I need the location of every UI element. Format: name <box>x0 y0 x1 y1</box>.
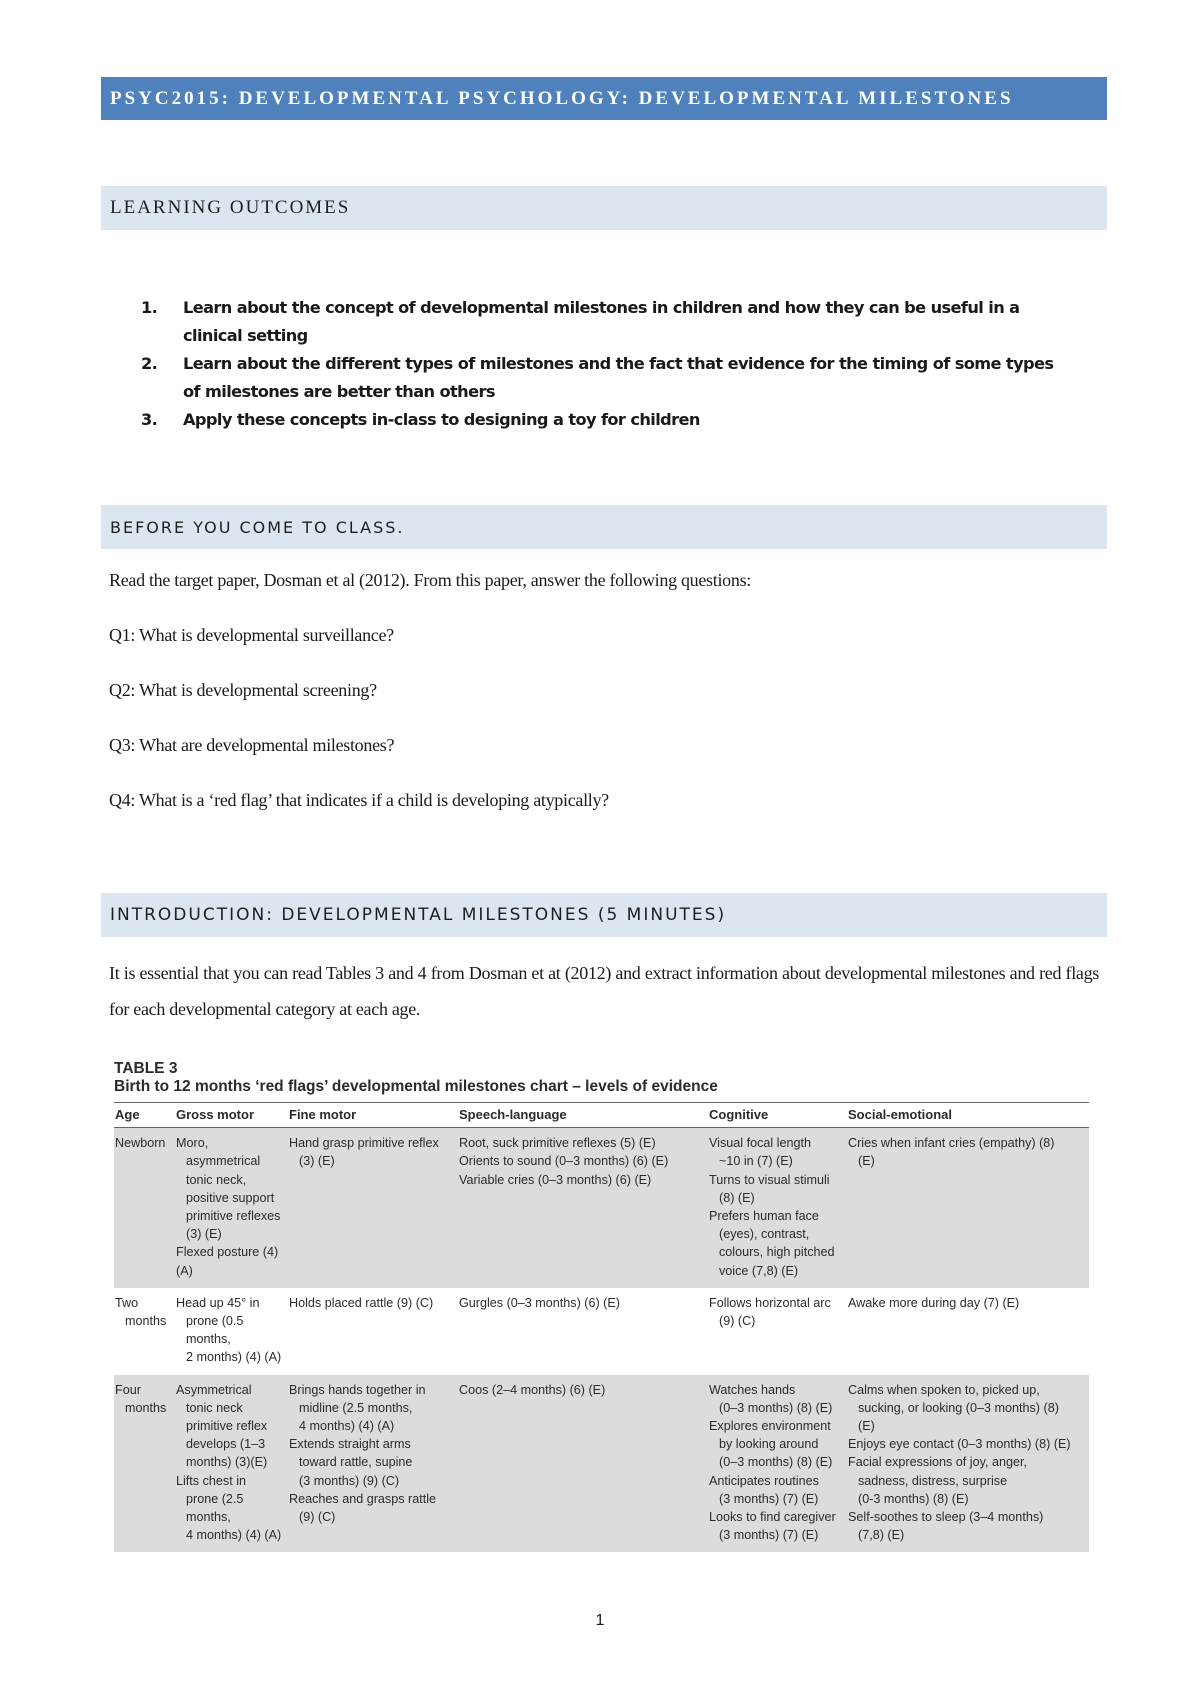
cell-text: months) (3)(E) <box>186 1455 268 1470</box>
table-caption: TABLE 3 <box>114 1060 178 1077</box>
cell-text: months, <box>186 1510 231 1525</box>
cell-text: 4 months) (4) (A) <box>186 1528 282 1543</box>
column-header: Fine motor <box>288 1103 458 1128</box>
table-cell-age <box>114 1128 175 1288</box>
cell-text: primitive reflexes <box>186 1209 281 1224</box>
section-heading-text: BEFORE YOU COME TO CLASS. <box>110 517 405 537</box>
cell-text: (3 months) (7) (E) <box>719 1491 819 1506</box>
table-cell-age <box>114 1288 175 1375</box>
cell-text: sadness, distress, surprise <box>858 1473 1008 1488</box>
list-number: 2. <box>141 354 158 373</box>
cell-text: Cries when infant cries (empathy) (8) <box>848 1136 1055 1151</box>
cell-text: Visual focal length <box>709 1136 811 1151</box>
introduction-paragraph: It is essential that you can read Tables 3 and 4 from Dosman et at (2012) and extract information about developmental milestones and red flags for each developmental category at each age. <box>109 963 1099 1019</box>
cell-text: Asymmetrical <box>176 1382 252 1397</box>
cell-text: tonic neck <box>186 1400 243 1415</box>
cell-text: ~10 in (7) (E) <box>719 1154 793 1169</box>
cell-text: Follows horizontal arc <box>709 1295 831 1310</box>
cell-text: (9) (C) <box>719 1314 756 1329</box>
cell-text: months, <box>186 1332 231 1347</box>
cell-text: (9) (C) <box>299 1510 336 1525</box>
cell-text: 4 months) (4) (A) <box>299 1419 395 1434</box>
cell-text: Head up 45° in <box>176 1295 260 1310</box>
milestones-table <box>114 1102 1089 1552</box>
page-number: 1 <box>595 1612 605 1629</box>
cell-text: 2 months) (4) (A) <box>186 1350 282 1365</box>
cell-text: (3 months) (7) (E) <box>719 1528 819 1543</box>
column-header: Cognitive <box>708 1103 847 1128</box>
cell-text: Self-soothes to sleep (3–4 months) <box>848 1510 1044 1525</box>
table-cell-cognitive <box>708 1128 847 1288</box>
table-body <box>114 1128 1089 1553</box>
cell-text: (8) (E) <box>719 1190 755 1205</box>
cell-text: by looking around <box>719 1437 819 1452</box>
table-cell-speech <box>458 1375 708 1553</box>
cell-text: Calms when spoken to, picked up, <box>848 1382 1040 1397</box>
cell-text: (3) (E) <box>299 1154 335 1169</box>
cell-text: positive support <box>186 1190 275 1205</box>
section-heading-text: INTRODUCTION: DEVELOPMENTAL MILESTONES (5 MINUTES) <box>110 905 727 925</box>
cell-text: prone (0.5 <box>186 1314 244 1329</box>
cell-text: primitive reflex <box>186 1419 268 1434</box>
cell-text: Prefers human face <box>709 1209 819 1224</box>
cell-text: Newborn <box>115 1136 166 1151</box>
list-text: Learn about the different types of milestones and the fact that evidence for the timing of some types of milestones are better than others <box>183 354 1054 401</box>
section-heading-introduction <box>101 893 1107 937</box>
table-cell-fine <box>288 1375 458 1553</box>
list-item <box>141 350 1071 406</box>
cell-text: (E) <box>858 1419 875 1434</box>
list-item <box>141 294 1071 350</box>
cell-text: sucking, or looking (0–3 months) (8) <box>858 1400 1059 1415</box>
cell-text: Lifts chest in <box>176 1473 246 1488</box>
reading-instruction: Read the target paper, Dosman et al (2012). From this paper, answer the following questions: <box>109 570 751 590</box>
cell-text: Brings hands together in <box>289 1382 426 1397</box>
table-cell-gross <box>175 1288 288 1375</box>
cell-text: voice (7,8) (E) <box>719 1263 799 1278</box>
table-cell-gross <box>175 1128 288 1288</box>
table-cell-cognitive <box>708 1375 847 1553</box>
section-heading-text: LEARNING OUTCOMES <box>110 197 351 218</box>
cell-text: asymmetrical <box>186 1154 261 1169</box>
cell-text: midline (2.5 months, <box>299 1400 413 1415</box>
column-header: Age <box>114 1103 175 1128</box>
table-cell-fine <box>288 1288 458 1375</box>
list-text: Apply these concepts in-class to designing a toy for children <box>183 410 700 429</box>
cell-text: Two <box>115 1295 139 1310</box>
cell-text: Coos (2–4 months) (6) (E) <box>459 1382 606 1397</box>
cell-text: Looks to find caregiver <box>709 1510 836 1525</box>
cell-text: (E) <box>858 1154 875 1169</box>
table-cell-social <box>847 1288 1089 1375</box>
milestones-table-figure <box>114 1060 1089 1552</box>
cell-text: Four <box>115 1382 141 1397</box>
table-cell-gross <box>175 1375 288 1553</box>
cell-text: (eyes), contrast, <box>719 1227 810 1242</box>
list-item <box>141 406 1071 434</box>
question-2: Q2: What is developmental screening? <box>109 680 377 700</box>
table-cell-speech <box>458 1128 708 1288</box>
cell-text: Hand grasp primitive reflex <box>289 1136 439 1151</box>
cell-text: Facial expressions of joy, anger, <box>848 1455 1027 1470</box>
table-header-row <box>114 1103 1089 1128</box>
table-cell-cognitive <box>708 1288 847 1375</box>
cell-text: months <box>125 1400 167 1415</box>
column-header: Speech-language <box>458 1103 708 1128</box>
table-cell-social <box>847 1128 1089 1288</box>
cell-text: Turns to visual stimuli <box>709 1172 830 1187</box>
cell-text: Watches hands <box>709 1382 796 1397</box>
cell-text: (3) (E) <box>186 1227 222 1242</box>
column-header: Gross motor <box>175 1103 288 1128</box>
learning-outcomes-list <box>141 294 1071 434</box>
cell-text: (0–3 months) (8) (E) <box>719 1455 833 1470</box>
cell-text: colours, high pitched <box>719 1245 835 1260</box>
cell-text: (3 months) (9) (C) <box>299 1473 400 1488</box>
section-heading-before-class <box>101 505 1107 549</box>
cell-text: develops (1–3 <box>186 1437 266 1452</box>
table-cell-fine <box>288 1128 458 1288</box>
question-3: Q3: What are developmental milestones? <box>109 735 395 755</box>
table-cell-speech <box>458 1288 708 1375</box>
cell-text: Awake more during day (7) (E) <box>848 1295 1020 1310</box>
table-row <box>114 1128 1089 1288</box>
cell-text: (A) <box>176 1263 193 1278</box>
cell-text: Explores environment <box>709 1419 831 1434</box>
list-text: Learn about the concept of developmental milestones in children and how they can be useful in a clinical setting <box>183 298 1020 345</box>
list-number: 1. <box>141 298 158 317</box>
cell-text: Enjoys eye contact (0–3 months) (8) (E) <box>848 1437 1071 1452</box>
question-4: Q4: What is a ‘red flag’ that indicates if a child is developing atypically? <box>109 790 609 810</box>
section-heading-learning-outcomes <box>101 186 1107 230</box>
cell-text: Reaches and grasps rattle <box>289 1491 437 1506</box>
cell-text: Variable cries (0–3 months) (6) (E) <box>459 1172 652 1187</box>
cell-text: Orients to sound (0–3 months) (6) (E) <box>459 1154 669 1169</box>
column-header: Social-emotional <box>847 1103 1089 1128</box>
cell-text: (7,8) (E) <box>858 1528 905 1543</box>
table-row <box>114 1288 1089 1375</box>
cell-text: Flexed posture (4) <box>176 1245 279 1260</box>
cell-text: Gurgles (0–3 months) (6) (E) <box>459 1295 620 1310</box>
list-number: 3. <box>141 410 158 429</box>
cell-text: (0–3 months) (8) (E) <box>719 1400 833 1415</box>
table-subtitle: Birth to 12 months ‘red flags’ developmental milestones chart – levels of evidence <box>114 1078 718 1095</box>
table-row <box>114 1375 1089 1553</box>
cell-text: Anticipates routines <box>709 1473 819 1488</box>
table-cell-age <box>114 1375 175 1553</box>
cell-text: toward rattle, supine <box>299 1455 413 1470</box>
cell-text: Holds placed rattle (9) (C) <box>289 1295 434 1310</box>
table-cell-social <box>847 1375 1089 1553</box>
cell-text: Root, suck primitive reflexes (5) (E) <box>459 1136 656 1151</box>
cell-text: Moro, <box>176 1136 209 1151</box>
question-1: Q1: What is developmental surveillance? <box>109 625 394 645</box>
document-title-bar <box>101 77 1107 120</box>
document-title: PSYC2015: DEVELOPMENTAL PSYCHOLOGY: DEVELOPMENTAL MILESTONES <box>110 87 1014 109</box>
cell-text: (0-3 months) (8) (E) <box>858 1491 969 1506</box>
cell-text: Extends straight arms <box>289 1437 411 1452</box>
cell-text: months <box>125 1314 167 1329</box>
cell-text: prone (2.5 <box>186 1491 244 1506</box>
cell-text: tonic neck, <box>186 1172 247 1187</box>
